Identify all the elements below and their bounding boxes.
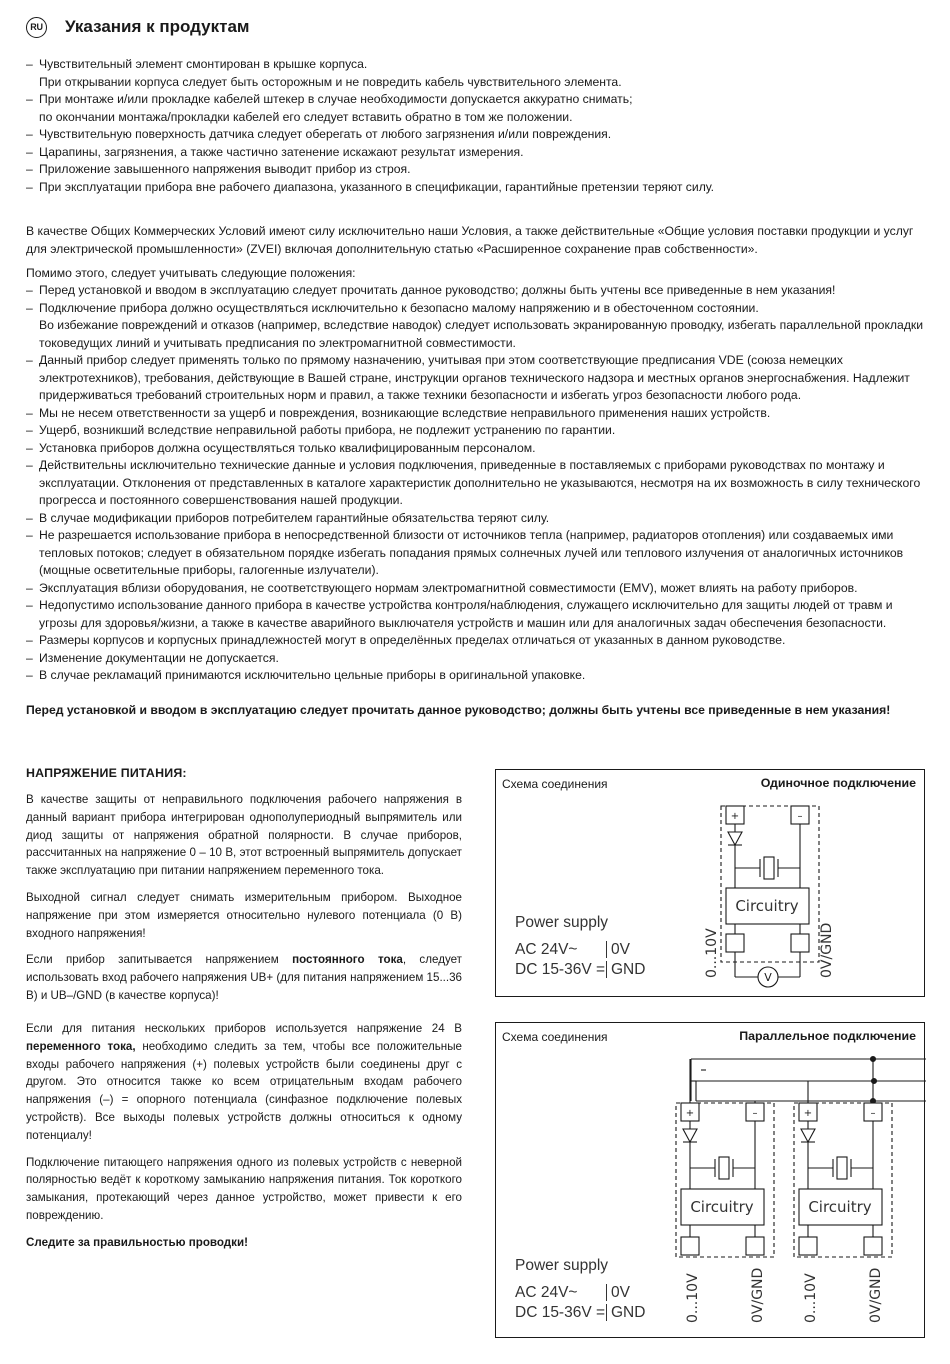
- warning-note: Перед установкой и вводом в эксплуатацию следует прочитать данное руководство; должны быть учтены все приведенные в нем указания!: [26, 703, 891, 717]
- plus-label: +: [730, 811, 740, 822]
- minus-label: –: [797, 811, 803, 822]
- language-badge: RU: [26, 17, 47, 38]
- page-header: [26, 14, 250, 40]
- diode-icon: [728, 832, 742, 845]
- list-item: – Чувствительный элемент смонтирован в крышке корпуса. При открывании корпуса следует быть осторожным и не повредить кабель чувствительного элемента.: [26, 56, 926, 91]
- supply-paragraph: Выходной сигнал следует снимать измерительным прибором. Выходное напряжение при этом измеряется относительно нулевого потенциала (0 В) входного напряжения!: [26, 890, 462, 940]
- parallel-connection-diagram: [495, 1022, 925, 1338]
- list-item: – Приложение завышенного напряжения выводит прибор из строя.: [26, 161, 926, 179]
- gnd-label: 0V/GND: [819, 922, 835, 978]
- power-supply-ac-row: AC 24V~ 0V: [515, 1284, 630, 1301]
- minus-label: –: [752, 1108, 758, 1119]
- page-title: Указания к продуктам: [65, 17, 250, 36]
- list-item: – Размеры корпусов и корпусных принадлежностей могут в определённых пределах отличаться от указанных в данном руководстве.: [26, 632, 926, 650]
- terms-paragraph: В качестве Общих Коммерческих Условий имеют силу исключительно наши Условия, а также действительные «Общие условия поставки продукции и услуг для электрической промышленности» (ZVEI) включая дополнительную статью «Расширенное сохранение прав собственности».: [26, 224, 914, 256]
- list-item: – При эксплуатации прибора вне рабочего диапазона, указанного в спецификации, гарантийные претензии теряют силу.: [26, 179, 926, 197]
- gnd-label: 0V/GND: [868, 1267, 884, 1323]
- supply-text-block-2: [26, 1020, 462, 1261]
- output-label: 0...10V: [685, 1273, 701, 1323]
- list-item: – Ущерб, возникший вследствие неправильной работы прибора, не подлежит устранению по гарантии.: [26, 422, 926, 440]
- housing-outline: [794, 1103, 892, 1257]
- list-item: – Мы не несем ответственности за ущерб и повреждения, возникающие вследствие неправильного применения наших устройств.: [26, 405, 926, 423]
- list-item: – Действительны исключительно технические данные и условия подключения, приведенные в поставляемых с приборами руководствах по монтажу и эксплуатации. Отклонения от представленных в каталоге характеристик дополнительно не указываются, несмотря на их возможность в силу технического прогресса и постоянного совершенствования нашей продукции.: [26, 457, 926, 510]
- diode-icon: [683, 1129, 697, 1142]
- supply-paragraph: Если для питания нескольких приборов используется напряжение 24 В переменного тока, необходимо следить за тем, чтобы все положительные входы рабочего напряжения (+) полевых устройств были соединены друг с другом. Это относится также ко всем отрицательным входам рабочего напряжения (–) = опорного потенциала (синфазное подключение полевых устройств). Все выходы полевых устройств должны относиться к одному потенциалу!: [26, 1022, 462, 1142]
- housing-outline: [676, 1103, 774, 1257]
- power-supply-dc-row: DC 15-36V = GND: [515, 1304, 646, 1321]
- sensor-element-icon: [719, 1157, 729, 1179]
- supply-paragraph: Если прибор запитывается напряжением постоянного тока, следует использовать вход рабочего напряжения UB+ (для питания напряжением 15...36 В) и UB–/GND (в качестве корпуса)!: [26, 953, 462, 1002]
- power-supply-title: Power supply: [515, 1257, 609, 1274]
- single-connection-diagram: [495, 769, 925, 997]
- supply-text-block-1: [26, 791, 462, 1014]
- product-notes-list: [26, 56, 926, 196]
- wiring-warning: Следите за правильностью проводки!: [26, 1235, 248, 1249]
- diagram-mode: Одиночное подключение: [760, 776, 916, 790]
- list-item: – Изменение документации не допускается.: [26, 650, 926, 668]
- circuitry-label: Circuitry: [690, 1198, 754, 1216]
- gnd-terminal: [791, 934, 809, 952]
- list-item: – Эксплуатация вблизи оборудования, не соответствующего нормам электромагнитной совместимости (EMV), может влиять на работу приборов.: [26, 580, 926, 598]
- gnd-terminal: [864, 1237, 882, 1255]
- gnd-label: 0V/GND: [750, 1267, 766, 1323]
- list-item: – Царапины, загрязнения, а также частично затенение искажают результат измерения.: [26, 144, 926, 162]
- power-supply-ac-row: AC 24V~ 0V: [515, 941, 630, 958]
- diagram-caption: Схема соединения: [502, 777, 608, 791]
- list-item: – Перед установкой и вводом в эксплуатацию следует прочитать данное руководство; должны быть учтены все приведенные в нем указания!: [26, 282, 926, 300]
- list-item: – Недопустимо использование данного прибора в качестве устройства контроля/наблюдения, служащего исключительно для защиты людей от травм и угрозы для здоровья/жизни, а также в качестве аварийного выключателя устройств и машин или для аналогичных задач обеспечения безопасности.: [26, 597, 926, 632]
- supply-heading: НАПРЯЖЕНИЕ ПИТАНИЯ:: [26, 766, 187, 780]
- list-item: – В случае рекламаций принимаются исключительно цельные приборы в оригинальной упаковке.: [26, 667, 926, 685]
- power-supply-title: Power supply: [515, 914, 609, 931]
- provisions-list: [26, 282, 926, 685]
- list-item: – В случае модификации приборов потребителем гарантийные обязательства теряют силу.: [26, 510, 926, 528]
- circuitry-label: Circuitry: [808, 1198, 872, 1216]
- list-item: – Установка приборов должна осуществляться только квалифицированным персоналом.: [26, 440, 926, 458]
- ac-emphasis: переменного тока,: [26, 1039, 136, 1053]
- list-item: – Не разрешается использование прибора в непосредственной близости от источников тепла (например, радиаторов отопления) или создаваемых ими тепловых потоков; следует в обязательном порядке избегать попадания прямых солнечных лучей или теплового излучения от аналогичных источников (мощные осветительные приборы, галогенные излучатели).: [26, 527, 926, 580]
- sensor-element-icon: [764, 857, 774, 879]
- list-item: – Чувствительную поверхность датчика следует оберегать от любого загрязнения и/или повреждения.: [26, 126, 926, 144]
- diagram-caption: Схема соединения: [502, 1030, 608, 1044]
- minus-label: –: [870, 1108, 876, 1119]
- list-item: – Подключение прибора должно осуществляться исключительно к безопасно малому напряжению и в обесточенном состоянии. Во избежание повреждений и отказов (например, вследствие наводок) следует использовать экранированную проводку, избегать параллельной прокладки токоведущих линий и учитывать предписания по электромагнитной совместимости.: [26, 300, 926, 353]
- circuitry-label: Circuitry: [735, 897, 799, 915]
- list-item: – При монтаже и/или прокладке кабелей штекер в случае необходимости допускается аккуратно снимать; по окончании монтажа/прокладки кабелей его следует вставить обратно в том же положении.: [26, 91, 926, 126]
- power-supply-dc-row: DC 15-36V = GND: [515, 961, 646, 978]
- dc-emphasis: постоянного тока: [292, 953, 403, 967]
- meter-label: V: [764, 971, 772, 984]
- diagram-mode: Параллельное подключение: [739, 1029, 916, 1043]
- plus-label: +: [685, 1108, 695, 1119]
- supply-paragraph: В качестве защиты от неправильного подключения рабочего напряжения в данный вариант прибора интегрирован однополупериодный выпрямитель или диод защиты от напряжения обратной полярности. В случае приборов, рассчитанных на напряжение 0 – 10 В, этот встроенный выпрямитель допускает также эксплуатацию при питании напряжением переменного тока.: [26, 793, 462, 878]
- plus-label: +: [803, 1108, 813, 1119]
- output-label: 0...10V: [803, 1273, 819, 1323]
- diode-icon: [801, 1129, 815, 1142]
- list-item: – Данный прибор следует применять только по прямому назначению, учитывая при этом соответствующие предписания VDE (союза немецких электротехников), требования, действующие в Вашей стране, инструкции органов технического надзора и местных органов энергоснабжения. Надлежит придерживаться требований строительных норм и правил, а также техники безопасности и избегать угроз безопасности любого рода.: [26, 352, 926, 405]
- output-terminal: [681, 1237, 699, 1255]
- supply-paragraph: Подключение питающего напряжения одного из полевых устройств с неверной полярностью ведёт к короткому замыканию напряжения питания. Ток короткого замыкания, протекающий через данное устройство, может привести к его повреждению.: [26, 1155, 462, 1222]
- output-label: 0...10V: [704, 928, 720, 978]
- output-terminal: [726, 934, 744, 952]
- sensor-element-icon: [837, 1157, 847, 1179]
- provisions-intro: Помимо этого, следует учитывать следующие положения:: [26, 266, 356, 280]
- output-terminal: [799, 1237, 817, 1255]
- gnd-terminal: [746, 1237, 764, 1255]
